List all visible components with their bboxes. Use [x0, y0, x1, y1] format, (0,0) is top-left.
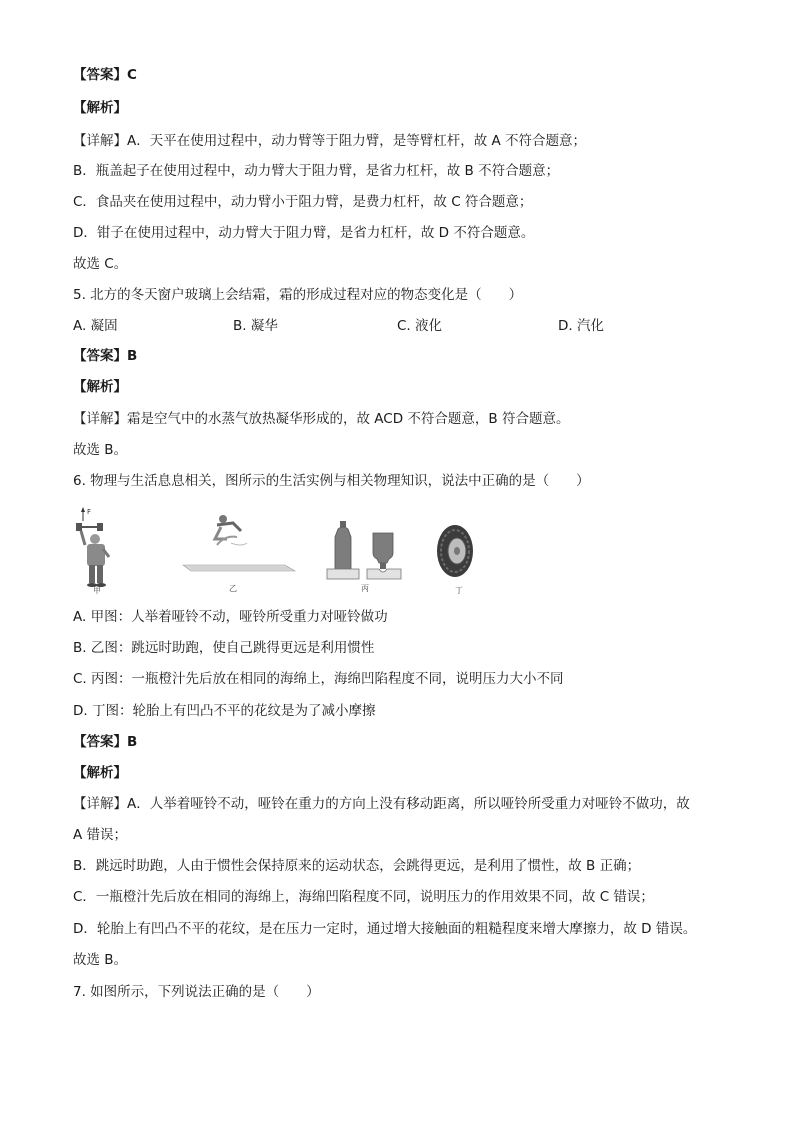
q6-option-d: D. 丁图：轮胎上有凹凸不平的花纹是为了减小摩擦 [73, 703, 376, 719]
q6-option-a: A. 甲图：人举着哑铃不动，哑铃所受重力对哑铃做功 [73, 609, 388, 625]
q6-detail-2: B．跳远时助跑，人由于惯性会保持原来的运动状态，会跳得更远，是利用了惯性，故 B 正确； [73, 858, 641, 874]
q4-conclusion: 故选 C。 [73, 256, 128, 272]
q4-detail-1: 【详解】A．天平在使用过程中，动力臂等于阻力臂，是等臂杠杆，故 A 不符合题意； [73, 133, 587, 149]
q6-figures [73, 505, 493, 597]
q6-analysis-label: 【解析】 [73, 765, 127, 781]
q4-answer: 【答案】C [73, 67, 137, 83]
figure-bing [325, 519, 409, 597]
figure-label-yi: 乙 [229, 584, 237, 593]
figure-label-jia: 甲 [93, 586, 101, 595]
q5-conclusion: 故选 B。 [73, 442, 128, 458]
q6-question: 6. 物理与生活息息相关，图所示的生活实例与相关物理知识，说法中正确的是（ ） [73, 473, 590, 489]
q6-detail-3: C．一瓶橙汁先后放在相同的海绵上，海绵凹陷程度不同，说明压力的作用效果不同，故 C 错误； [73, 889, 654, 905]
q6-conclusion: 故选 B。 [73, 952, 128, 968]
q5-option-b: B. 凝华 [233, 318, 278, 334]
figure-label-ding: 丁 [455, 586, 463, 595]
q4-analysis-label: 【解析】 [73, 100, 127, 116]
figure-yi [181, 509, 307, 597]
q5-question: 5. 北方的冬天窗户玻璃上会结霜，霜的形成过程对应的物态变化是（ ） [73, 287, 523, 303]
q4-detail-4: D．钳子在使用过程中，动力臂大于阻力臂，是省力杠杆，故 D 不符合题意。 [73, 225, 535, 241]
force-label: F [87, 508, 92, 516]
q5-analysis-label: 【解析】 [73, 379, 127, 395]
q5-option-c: C. 液化 [397, 318, 443, 334]
q5-option-d: D. 汽化 [558, 318, 604, 334]
figure-jia [73, 505, 133, 597]
q6-option-b: B. 乙图：跳远时助跑，使自己跳得更远是利用惯性 [73, 640, 375, 656]
long-jump-illustration [181, 509, 307, 597]
q6-option-c: C. 丙图：一瓶橙汁先后放在相同的海绵上，海绵凹陷程度不同，说明压力大小不同 [73, 671, 564, 687]
tire-illustration [433, 523, 481, 585]
q6-answer: 【答案】B [73, 734, 138, 750]
q5-detail-1: 【详解】霜是空气中的水蒸气放热凝华形成的，故 ACD 不符合题意，B 符合题意。 [73, 411, 570, 427]
q5-option-a: A. 凝固 [73, 318, 118, 334]
figure-label-bing: 丙 [361, 584, 369, 593]
figure-ding [433, 523, 481, 597]
q4-detail-3: C．食品夹在使用过程中，动力臂小于阻力臂，是费力杠杆，故 C 符合题意； [73, 194, 533, 210]
weightlifter-illustration [73, 505, 133, 597]
q4-detail-2: B．瓶盖起子在使用过程中，动力臂大于阻力臂，是省力杠杆，故 B 不符合题意； [73, 163, 560, 179]
q6-detail-4: D．轮胎上有凹凸不平的花纹，是在压力一定时，通过增大接触面的粗糙程度来增大摩擦力，故 D 错误。 [73, 921, 697, 937]
q7-question: 7. 如图所示，下列说法正确的是（ ） [73, 984, 320, 1000]
q6-detail-1a: 【详解】A．人举着哑铃不动，哑铃在重力的方向上没有移动距离，所以哑铃所受重力对哑铃不做功，故 [73, 796, 690, 812]
q5-answer: 【答案】B [73, 348, 138, 364]
q6-detail-1b: A 错误； [73, 827, 128, 843]
